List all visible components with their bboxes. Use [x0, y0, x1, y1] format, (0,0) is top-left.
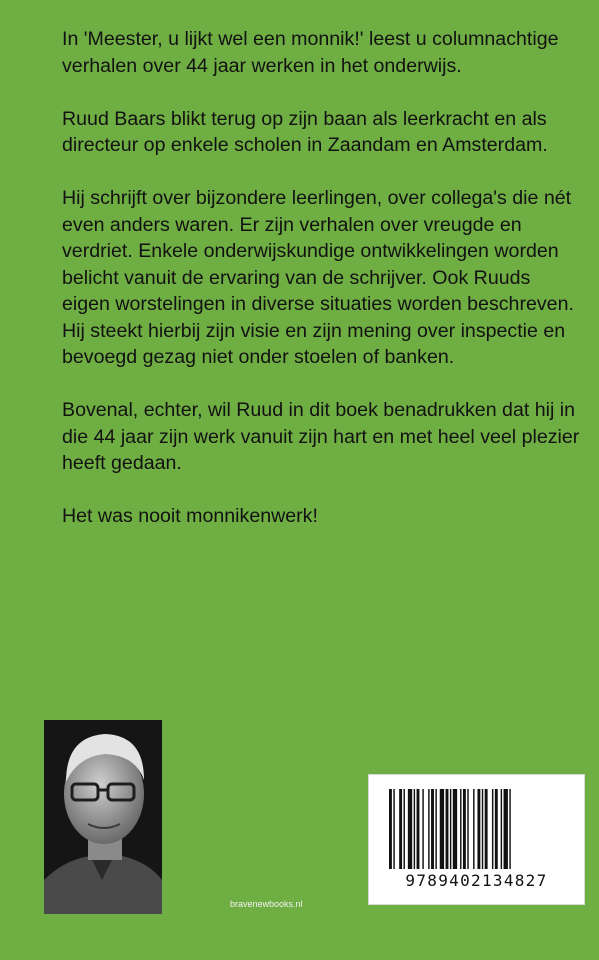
back-cover-blurb	[62, 26, 582, 556]
isbn-barcode	[368, 774, 585, 905]
blurb-paragraph-5: Het was nooit monnikenwerk!	[62, 505, 318, 527]
barcode-bars	[389, 789, 563, 869]
blurb-paragraph-1: In 'Meester, u lijkt wel een monnik!' leest u columnachtige verhalen over 44 jaar werken in het onderwijs.	[62, 28, 559, 77]
isbn-number: 9789402134827	[405, 871, 548, 890]
blurb-paragraph-2: Ruud Baars blikt terug op zijn baan als leerkracht en als directeur op enkele scholen in Zaandam en Amsterdam.	[62, 107, 548, 156]
author-photo	[44, 720, 162, 914]
blurb-paragraph-3: Hij schrijft over bijzondere leerlingen, over collega's die nét even anders waren. Er zijn verhalen over vreugde en verdriet. Enkele onderwijskundige ontwikkelingen worden belicht vanuit de ervaring van de schrijver. Ook Ruuds eigen worstelingen in diverse situaties worden beschreven. Hij steekt hierbij zijn visie en zijn mening over inspectie en bevoegd gezag niet onder stoelen of banken.	[62, 187, 574, 368]
blurb-paragraph-4: Bovenal, echter, wil Ruud in dit boek benadrukken dat hij in die 44 jaar zijn werk vanuit zijn hart en met heel veel plezier heeft gedaan.	[62, 399, 580, 474]
publisher-website: bravenewbooks.nl	[230, 899, 303, 909]
